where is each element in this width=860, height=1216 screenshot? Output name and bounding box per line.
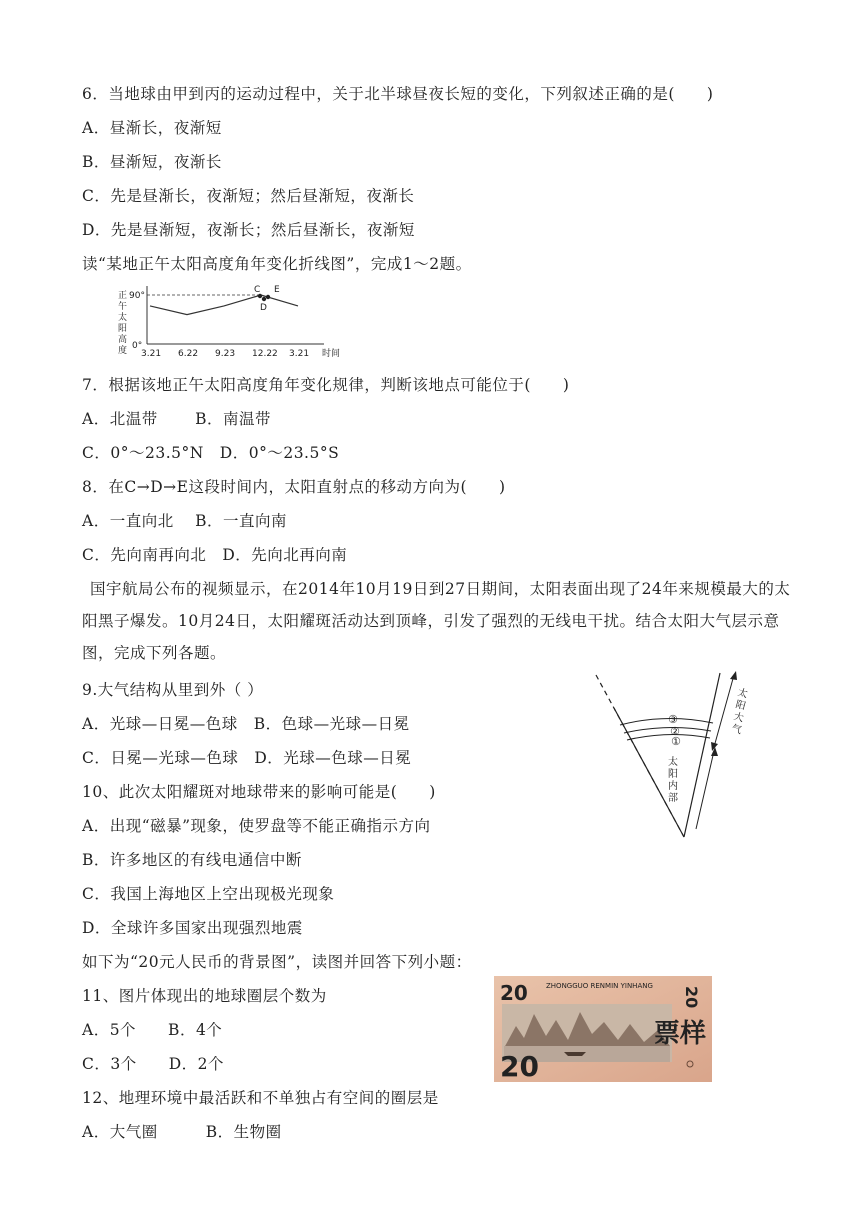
ylabel-char: 午 xyxy=(118,302,128,312)
x-axis-label: 时间 xyxy=(322,349,341,359)
intro-banknote: 如下为“20元人民币的背景图”，读图并回答下列小题： xyxy=(82,953,472,971)
q11-options-cd: C．3个 D．2个 xyxy=(82,1055,225,1073)
x-tick-label: 12.22 xyxy=(252,349,278,359)
inner-label-char: 太 xyxy=(668,757,678,768)
inner-label-char: 阳 xyxy=(668,769,678,780)
banknote-image xyxy=(494,976,712,1082)
q10-option-b: B．许多地区的有线电通信中断 xyxy=(82,851,302,869)
intro-solar-passage: 国宇航局公布的视频显示，在2014年10月19日到27日期间，太阳表面出现了24年来规模最大的太阳黑子爆发。10月24日，太阳耀斑活动达到顶峰，引发了强烈的无线电干扰。结合太阳大气层示意图，完成下列各题。 xyxy=(82,580,791,662)
ylabel-char: 度 xyxy=(118,346,128,356)
q10-option-d: D．全球许多国家出现强烈地震 xyxy=(82,919,303,937)
point-d-marker xyxy=(262,297,266,301)
intro-chart: 读“某地正午太阳高度角年变化折线图”，完成1～2题。 xyxy=(82,255,472,273)
q10-stem: 10、此次太阳耀斑对地球带来的影响可能是( ) xyxy=(82,783,436,801)
inner-label xyxy=(668,755,678,804)
sun-altitude-chart xyxy=(112,282,342,362)
q9-stem: 9.大气结构从里到外（ ） xyxy=(82,681,264,699)
x-tick-label: 3.21 xyxy=(141,349,162,359)
q7-options-cd: C．0°～23.5°N D．0°～23.5°S xyxy=(82,444,340,462)
value-bottom: 20 xyxy=(500,1050,539,1082)
arrow-head-up xyxy=(730,671,737,680)
q11-stem: 11、图片体现出的地球圈层个数为 xyxy=(82,987,327,1005)
ytick-bottom: 0° xyxy=(132,341,143,351)
ylabel-char: 阳 xyxy=(118,324,128,334)
q8-stem: 8．在C→D→E这段时间内，太阳直射点的移动方向为( ) xyxy=(82,478,506,496)
q6-option-b: B．昼渐短，夜渐长 xyxy=(82,153,222,171)
layer-arc-middle xyxy=(624,727,711,733)
q6-option-a: A．昼渐长，夜渐短 xyxy=(82,119,222,137)
point-e-label: E xyxy=(274,285,280,295)
inner-label-char: 内 xyxy=(668,781,678,792)
q12-options-ab: A．大气圈 B．生物圈 xyxy=(82,1123,282,1141)
q12-stem: 12、地理环境中最活跃和不单独占有空间的圈层是 xyxy=(82,1089,439,1107)
outer-label xyxy=(730,685,749,736)
pinyin-text: ZHONGGUO RENMIN YINHANG xyxy=(546,982,653,990)
layer-arc-outer xyxy=(620,718,713,725)
outer-label-char: 阳 xyxy=(734,699,747,713)
q6-option-c: C．先是昼渐长，夜渐短；然后昼渐短，夜渐长 xyxy=(82,187,415,205)
q8-options-cd: C．先向南再向北 D．先向北再向南 xyxy=(82,546,348,564)
point-e-marker xyxy=(266,295,270,299)
q10-option-c: C．我国上海地区上空出现极光现象 xyxy=(82,885,335,903)
layer-1-label: ① xyxy=(671,735,681,748)
q7-options-ab: A．北温带 B．南温带 xyxy=(82,410,272,428)
q10-option-a: A．出现“磁暴”现象，使罗盘等不能正确指示方向 xyxy=(82,817,431,835)
outer-label-char: 大 xyxy=(732,711,745,725)
interior-arrow-line xyxy=(696,751,714,829)
ylabel-char: 太 xyxy=(118,313,128,323)
layer-3-label: ③ xyxy=(668,713,678,726)
q6-option-d: D．先是昼渐短，夜渐长；然后昼渐长，夜渐短 xyxy=(82,221,415,239)
value-side: 20 xyxy=(682,986,701,1009)
x-tick-label: 3.21 xyxy=(289,349,310,359)
sun-atmosphere-diagram xyxy=(590,665,760,845)
q6-stem: 6．当地球由甲到丙的运动过程中，关于北半球昼夜长短的变化，下列叙述正确的是( ) xyxy=(82,85,714,103)
x-tick-label: 9.23 xyxy=(215,349,236,359)
point-d-label: D xyxy=(260,303,267,313)
ytick-top: 90° xyxy=(129,291,145,301)
ylabel-char: 正 xyxy=(118,291,128,301)
series-line xyxy=(150,295,298,315)
q9-options-ab: A．光球—日冕—色球 B．色球—光球—日冕 xyxy=(82,715,410,733)
outer-label-char: 气 xyxy=(730,723,743,737)
value-top: 20 xyxy=(500,981,528,1005)
outer-label-char: 太 xyxy=(736,687,749,701)
layer-arc-inner xyxy=(627,734,710,740)
chart-ylabel xyxy=(118,290,127,356)
point-c-label: C xyxy=(254,285,261,295)
specimen-stamp: 票样 xyxy=(654,1019,707,1049)
x-tick-label: 6.22 xyxy=(178,349,199,359)
q8-options-ab: A．一直向北 B．一直向南 xyxy=(82,512,288,530)
inner-label-char: 部 xyxy=(668,793,678,804)
q9-options-cd: C．日冕—光球—色球 D．光球—色球—日冕 xyxy=(82,749,412,767)
layer-2-label: ② xyxy=(670,725,680,738)
ylabel-char: 高 xyxy=(118,335,128,345)
q7-stem: 7．根据该地正午太阳高度角年变化规律，判断该地点可能位于( ) xyxy=(82,376,570,394)
q11-options-ab: A．5个 B．4个 xyxy=(82,1021,223,1039)
